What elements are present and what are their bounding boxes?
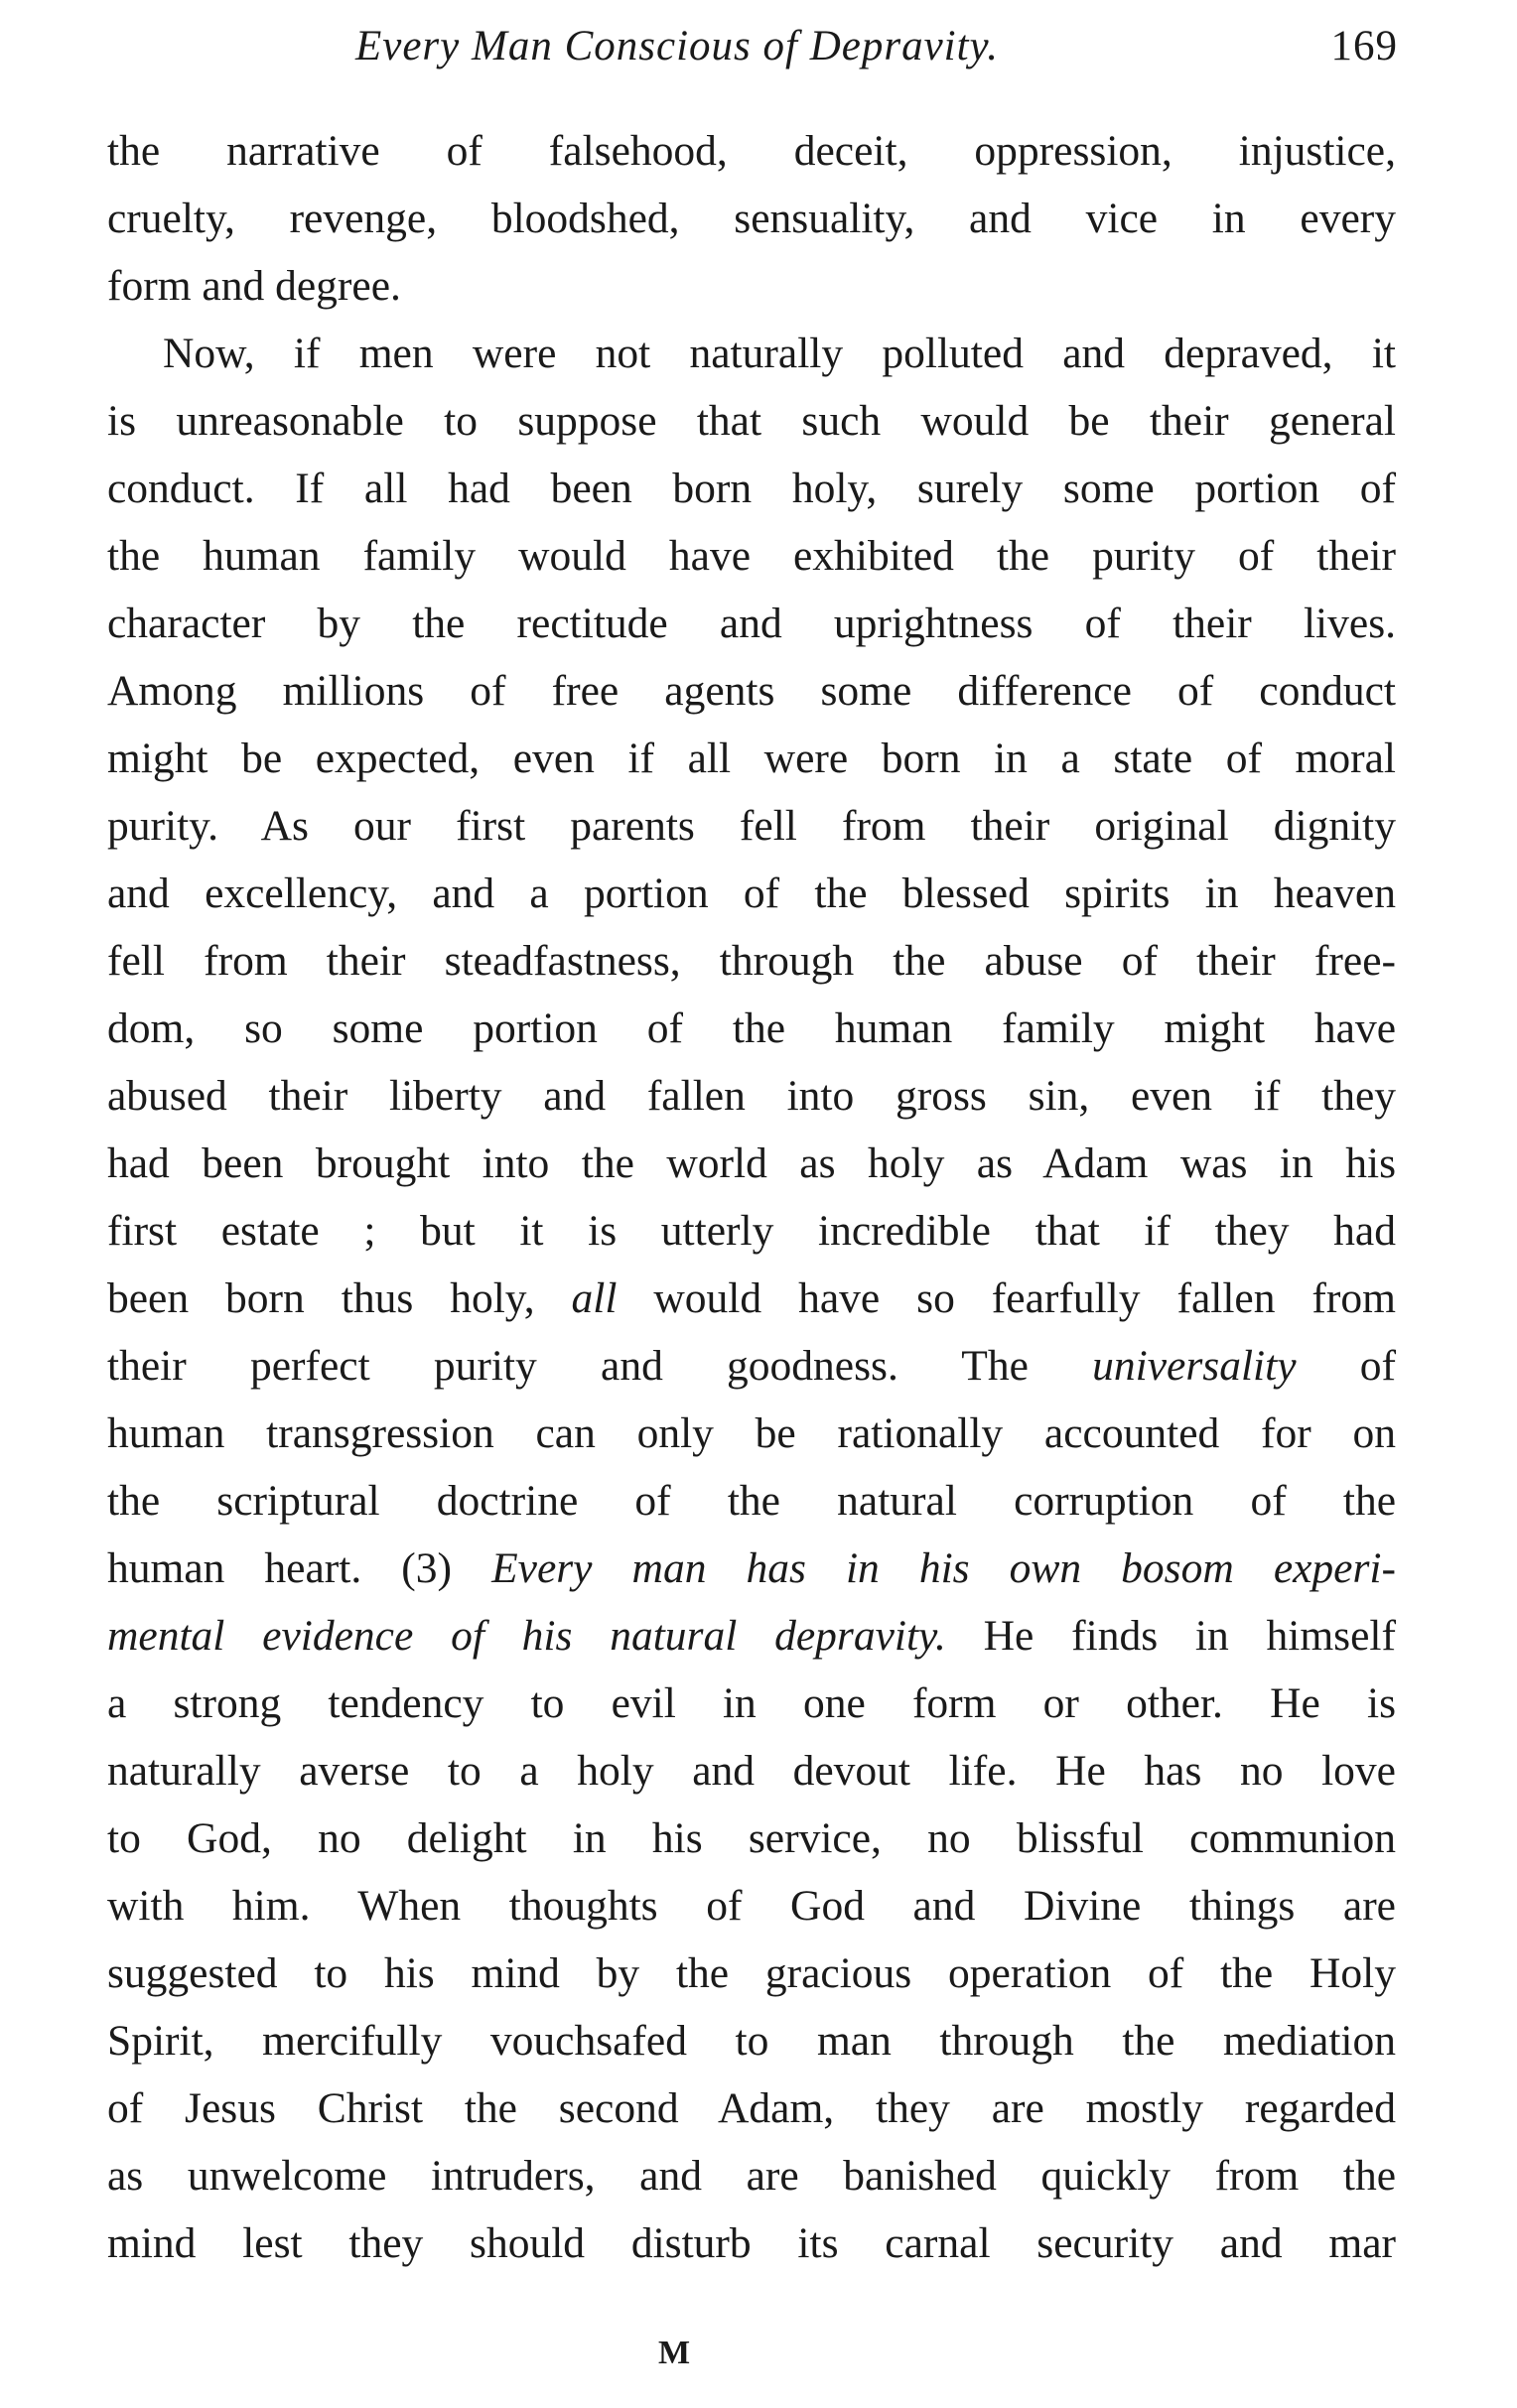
text-line <box>107 252 1396 320</box>
text-line <box>107 1332 1396 1400</box>
text-run: naturally averse to a holy and devout life. He has no love <box>107 1747 1396 1795</box>
text-line <box>107 1737 1396 1805</box>
text-run: would have so fearfully fallen from <box>617 1274 1396 1322</box>
text-run: Now, if men were not naturally polluted and depraved, it <box>163 330 1396 377</box>
text-line <box>107 995 1396 1062</box>
text-run: been born thus holy, <box>107 1274 572 1322</box>
text-line <box>107 1265 1396 1332</box>
text-run: their perfect purity and goodness. The <box>107 1342 1093 1390</box>
text-line <box>107 927 1396 995</box>
signature-mark <box>0 2335 1517 2372</box>
text-run: and excellency, and a portion of the blessed spirits in heaven <box>107 870 1396 917</box>
text-run: the narrative of falsehood, deceit, oppression, injustice, <box>107 127 1396 175</box>
text-line <box>107 590 1396 657</box>
text-line <box>107 1197 1396 1265</box>
signature-mark-text: M <box>657 2335 693 2371</box>
text-run: the scriptural doctrine of the natural corruption of the <box>107 1477 1396 1525</box>
text-line <box>107 1535 1396 1602</box>
text-run: character by the rectitude and uprightness of their lives. <box>107 600 1396 647</box>
text-line <box>107 522 1396 590</box>
text-line <box>107 2142 1396 2209</box>
text-line <box>107 1467 1396 1535</box>
paragraph-first-line <box>107 320 1396 387</box>
text-run: with him. When thoughts of God and Divine things are <box>107 1882 1396 1930</box>
text-run: first estate ; but it is utterly incredible that if they had <box>107 1207 1396 1255</box>
text-run: form and degree. <box>107 262 401 310</box>
text-line <box>107 1602 1396 1670</box>
running-title: Every Man Conscious of Depravity. <box>355 23 1000 69</box>
text-run: purity. As our first parents fell from their original dignity <box>107 802 1396 850</box>
text-line <box>107 792 1396 860</box>
text-run: He finds in himself <box>945 1612 1396 1660</box>
text-line <box>107 185 1396 252</box>
text-run: human transgression can only be rationally accounted for on <box>107 1409 1396 1457</box>
text-run: a strong tendency to evil in one form or other. He is <box>107 1679 1396 1727</box>
text-run: mind lest they should disturb its carnal security and mar <box>107 2219 1396 2267</box>
text-run: might be expected, even if all were born in a state of moral <box>107 735 1396 782</box>
emphasis-universality: universality <box>1092 1342 1297 1390</box>
text-run: the human family would have exhibited the purity of their <box>107 532 1396 580</box>
text-line <box>107 1670 1396 1737</box>
text-line <box>107 1940 1396 2007</box>
text-run: as unwelcome intruders, and are banished quickly from the <box>107 2152 1396 2200</box>
text-line <box>107 387 1396 455</box>
text-line <box>107 2074 1396 2142</box>
running-header <box>107 22 1398 81</box>
text-run: dom, so some portion of the human family might have <box>107 1004 1396 1052</box>
page-number: 169 <box>1330 23 1398 69</box>
text-line <box>107 1805 1396 1872</box>
text-run: human heart. (3) <box>107 1544 492 1592</box>
text-run: had been brought into the world as holy as Adam was in his <box>107 1139 1396 1187</box>
text-line <box>107 657 1396 725</box>
body-text <box>107 117 1396 2277</box>
emphasis-all: all <box>571 1274 618 1322</box>
text-run: to God, no delight in his service, no blissful communion <box>107 1814 1396 1862</box>
text-run: is unreasonable to suppose that such would be their general <box>107 397 1396 445</box>
text-run: Among millions of free agents some difference of conduct <box>107 667 1396 715</box>
text-run: conduct. If all had been born holy, surely some portion of <box>107 465 1396 512</box>
text-line <box>107 860 1396 927</box>
text-line <box>107 2209 1396 2277</box>
text-line <box>107 455 1396 522</box>
text-run: abused their liberty and fallen into gross sin, even if they <box>107 1072 1396 1120</box>
text-line <box>107 1062 1396 1130</box>
text-line <box>107 725 1396 792</box>
text-run: of <box>1296 1342 1396 1390</box>
text-run: fell from their steadfastness, through the abuse of their free- <box>107 937 1396 985</box>
text-line <box>107 1130 1396 1197</box>
text-line <box>107 1872 1396 1940</box>
text-run: suggested to his mind by the gracious operation of the Holy <box>107 1949 1396 1997</box>
text-run: Spirit, mercifully vouchsafed to man through the mediation <box>107 2017 1396 2065</box>
text-run: cruelty, revenge, bloodshed, sensuality, and vice in every <box>107 195 1396 242</box>
text-line <box>107 1400 1396 1467</box>
text-line <box>107 117 1396 185</box>
text-run: of Jesus Christ the second Adam, they are mostly regarded <box>107 2084 1396 2132</box>
emphasis-heading-3: Every man has in his own bosom experi- <box>491 1544 1396 1592</box>
emphasis-heading-3-cont: mental evidence of his natural depravity. <box>107 1612 946 1660</box>
text-line <box>107 2007 1396 2074</box>
